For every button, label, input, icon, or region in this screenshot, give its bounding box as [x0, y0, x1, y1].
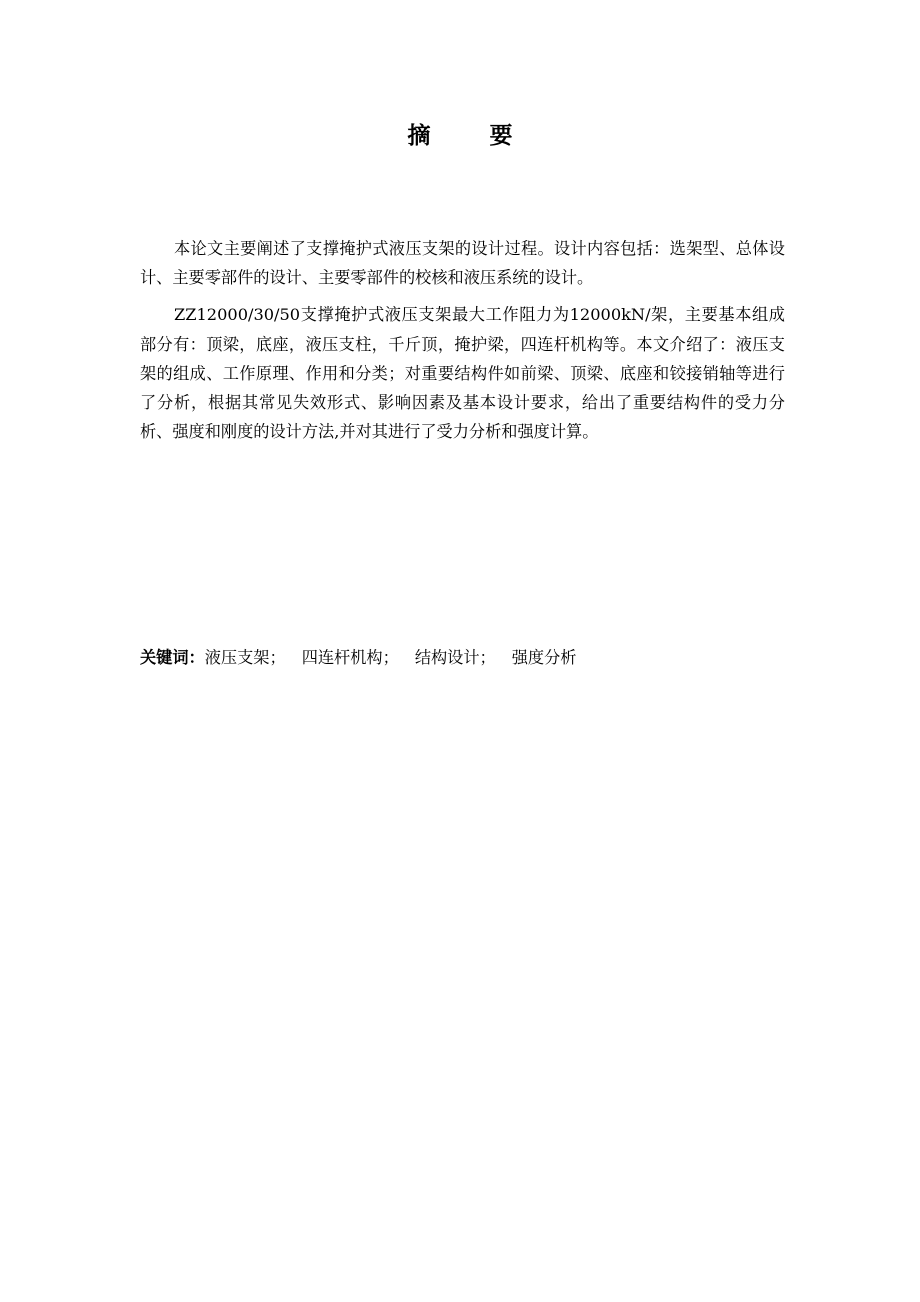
keywords-label: 关键词：	[140, 648, 205, 667]
keywords-line	[140, 645, 593, 671]
keyword-item: 液压支架；	[204, 648, 286, 667]
abstract-paragraph-2: ZZ12000/30/50支撑掩护式液压支架最大工作阻力为12000kN/架，主要基本组成部分有：顶梁，底座，液压支柱，千斤顶，掩护梁，四连杆机构等。本文介绍了：液压支架的组成、工作原理、作用和分类；对重要结构件如前梁、顶梁、底座和铰接销轴等进行了分析，根据其常见失效形式、影响因素及基本设计要求，给出了重要结构件的受力分析、强度和刚度的设计方法,并对其进行了受力分析和强度计算。	[140, 305, 785, 442]
abstract-paragraph-1: 本论文主要阐述了支撑掩护式液压支架的设计过程。设计内容包括：选架型、总体设计、主要零部件的设计、主要零部件的校核和液压系统的设计。	[140, 239, 785, 288]
keyword-item: 强度分析	[511, 648, 577, 667]
keyword-item: 结构设计；	[414, 648, 496, 667]
keyword-item: 四连杆机构；	[301, 648, 399, 667]
page-title: 摘 要	[407, 122, 531, 149]
abstract-body	[140, 234, 785, 446]
